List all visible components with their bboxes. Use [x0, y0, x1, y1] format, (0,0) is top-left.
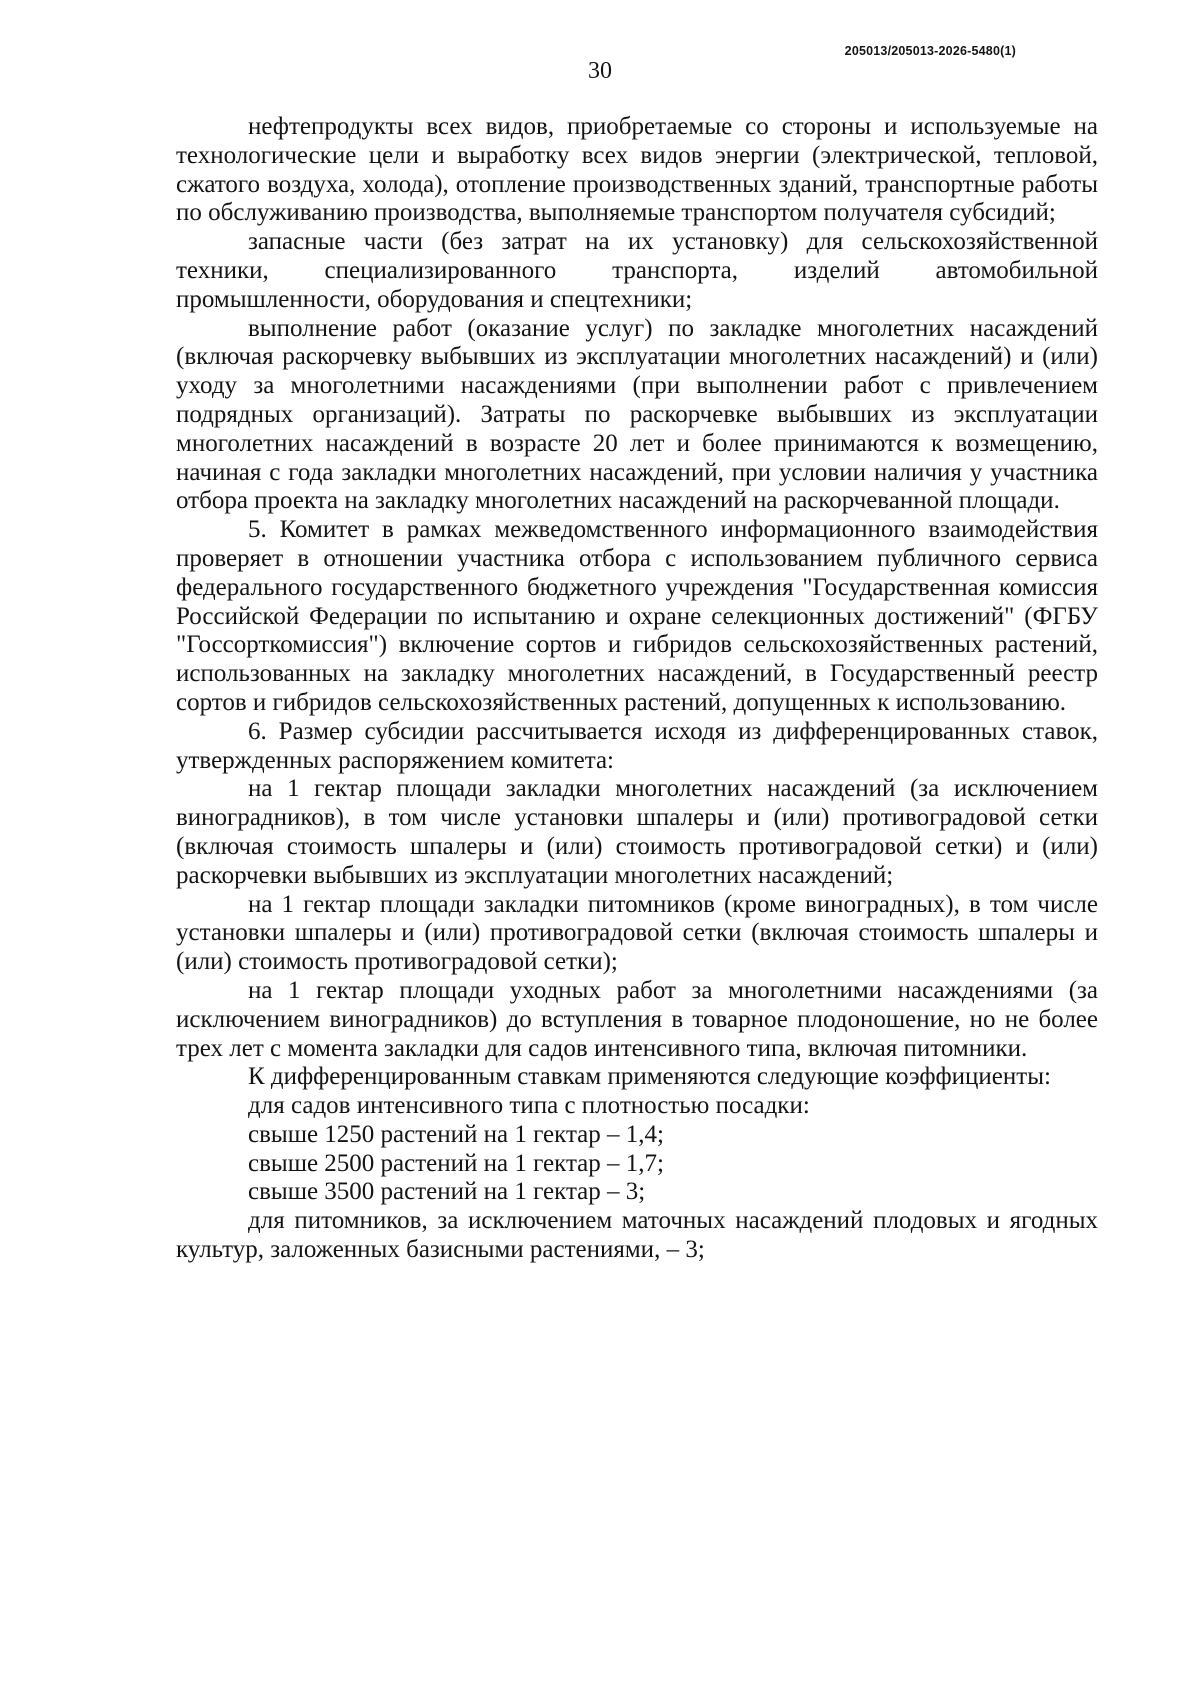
paragraph-petroleum-products: нефтепродукты всех видов, приобретаемые со стороны и используемые на технологические цели и выработку всех видов энергии (электрической, тепловой, сжатого воздуха, холода), отопление производственных зданий, транспортные работы по обслуживанию производства, выполняемые транспортом получателя субсидий; [176, 113, 1098, 227]
paragraph-rate-planting: на 1 гектар площади закладки многолетних насаждений (за исключением виноградников), в том числе установки шпалеры и (или) противоградовой сетки (включая стоимость шпалеры и (или) стоимость противоградовой сетки) и (или) раскорчевки выбывших из эксплуатации многолетних насаждений; [176, 775, 1098, 889]
paragraph-spare-parts: запасные части (без затрат на их установку) для сельскохозяйственной техники, специализированного транспорта, изделий автомобильной промышленности, оборудования и спецтехники; [176, 228, 1098, 313]
paragraph-planting-works: выполнение работ (оказание услуг) по закладке многолетних насаждений (включая раскорчевку выбывших из эксплуатации многолетних насаждений) и (или) уходу за многолетними насаждениями (при выполнении работ с привлечением подрядных организаций). Затраты по раскорчевке выбывших из эксплуатации многолетних насаждений в возрасте 20 лет и более принимаются к возмещению, начиная с года закладки многолетних насаждений, при условии наличия у участника отбора проекта на закладку многолетних насаждений на раскорчеванной площади. [176, 314, 1098, 515]
coefficient-item-3500: свыше 3500 растений на 1 гектар – 3; [248, 1178, 646, 1206]
paragraph-intensive-gardens: для садов интенсивного типа с плотностью посадки: [248, 1092, 810, 1120]
coefficient-item-1250: свыше 1250 растений на 1 гектар – 1,4; [248, 1120, 664, 1148]
coefficient-item-2500: свыше 2500 растений на 1 гектар – 1,7; [248, 1149, 664, 1177]
paragraph-coefficients-intro: К дифференцированным ставкам применяются следующие коэффициенты: [248, 1063, 1051, 1091]
paragraph-nurseries-coefficient: для питомников, за исключением маточных насаждений плодовых и ягодных культур, заложенных базисными растениями, – 3; [176, 1207, 1098, 1264]
document-registration-number: 205013/205013-2026-5480(1) [844, 44, 1016, 58]
page-number: 30 [588, 58, 612, 84]
paragraph-clause-6: 6. Размер субсидии рассчитывается исходя из дифференцированных ставок, утвержденных распоряжением комитета: [176, 717, 1098, 774]
paragraph-rate-nurseries: на 1 гектар площади закладки питомников (кроме виноградных), в том числе установки шпалеры и (или) противоградовой сетки (включая стоимость шпалеры и (или) стоимость противоградовой сетки); [176, 890, 1098, 976]
document-body [176, 113, 1098, 1265]
paragraph-clause-5: 5. Комитет в рамках межведомственного информационного взаимодействия проверяет в отношении участника отбора с использованием публичного сервиса федерального государственного бюджетного учреждения "Государственная комиссия Российской Федерации по испытанию и охране селекционных достижений" (ФГБУ "Госсорткомиссия") включение сортов и гибридов сельскохозяйственных растений, использованных на закладку многолетних насаждений, в Государственный реестр сортов и гибридов сельскохозяйственных растений, допущенных к использованию. [176, 516, 1098, 716]
paragraph-rate-maintenance: на 1 гектар площади уходных работ за многолетними насаждениями (за исключением виноградников) до вступления в товарное плодоношение, но не более трех лет с момента закладки для садов интенсивного типа, включая питомники. [176, 976, 1098, 1062]
